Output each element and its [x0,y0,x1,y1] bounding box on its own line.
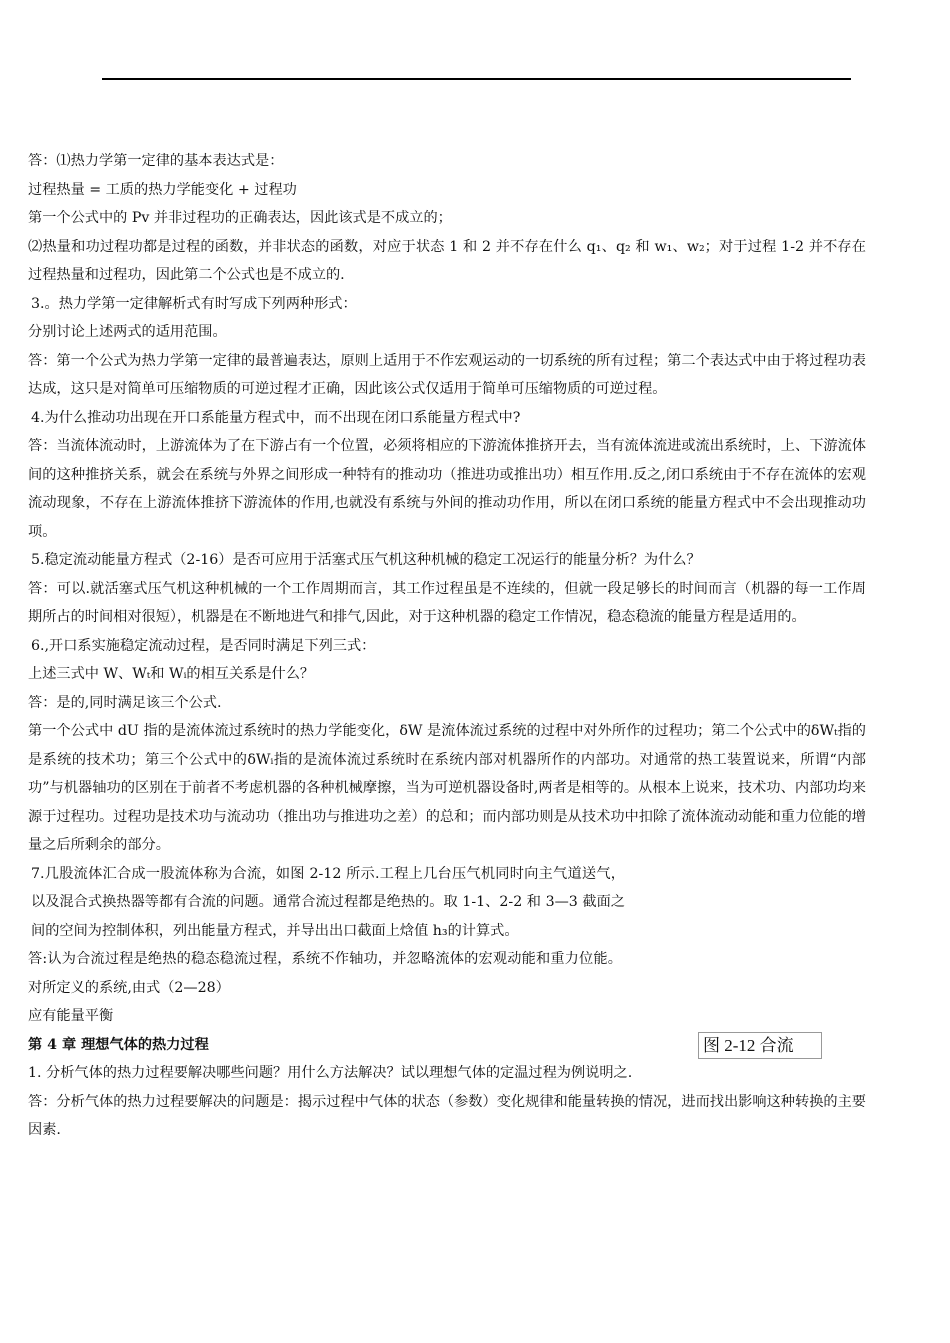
figure-caption: 图 2-12 合流 [698,1032,822,1059]
chapter-answer-1: 答：分析气体的热力过程要解决的问题是：揭示过程中气体的状态（参数）变化规律和能量转换的情况，进而找出影响这种转换的主要因素. [28,1093,866,1138]
chapter-heading: 第 4 章 理想气体的热力过程 [28,1036,209,1053]
answer-5: 答：可以.就活塞式压气机这种机械的一个工作周期而言，其工作过程虽是不连续的，但就一段足够长的时间而言（机器的每一工作周期所占的时间相对很短），机器是在不断地进气和排气,因此，对于这种机器的稳定工作情况，稳态稳流的能量方程是适用的。 [28,580,866,625]
answer-3: 答：第一个公式为热力学第一定律的最普遍表达，原则上适用于不作宏观运动的一切系统的所有过程；第二个表达式中由于将过程功表达成，这只是对简单可压缩物质的可逆过程才正确，因此该公式仅适用于简单可压缩物质的可逆过程。 [28,352,866,397]
paragraph: 分别讨论上述两式的适用范围。 [28,324,227,340]
chapter-question-1: 1. 分析气体的热力过程要解决哪些问题？用什么方法解决？试以理想气体的定温过程为例说明之. [28,1065,633,1081]
paragraph: ⑵热量和功过程功都是过程的函数，并非状态的函数，对应于状态 1 和 2 并不存在什么 q₁、q₂ 和 w₁、w₂；对于过程 1-2 并不存在过程热量和过程功，因此第二个公式也是不成立的. [28,238,866,283]
answer-6: 答：是的,同时满足该三个公式. [28,694,222,711]
paragraph: 过程热量 = 工质的热力学能变化 + 过程功 [28,181,297,198]
paragraph: 答：⑴热力学第一定律的基本表达式是： [28,153,284,169]
answer-7: 答:认为合流过程是绝热的稳态稳流过程，系统不作轴功，并忽略流体的宏观动能和重力位能。对所定义的系统,由式（2—28） [28,951,622,996]
question-7: 7.几股流体汇合成一股流体称为合流，如图 2-12 所示.工程上几台压气机同时向主气道送气，以及混合式换热器等都有合流的问题。通常合流过程都是绝热的。取 1-1、2-2 和 3—3 截面之间的空间为控制体积，列出能量方程式，并导出出口截面上焓值 h₃的计算式。 [31,865,625,939]
question-3: 3.。热力学第一定律解析式有时写成下列两种形式： [31,295,357,312]
paragraph: 第一个公式中的 Pv 并非过程功的正确表达，因此该式是不成立的； [28,210,452,226]
question-5: 5.稳定流动能量方程式（2-16）是否可应用于活塞式压气机这种机械的稳定工况运行的能量分析？为什么？ [31,552,701,568]
document-body [28,147,866,1145]
header-rule [102,78,851,80]
question-4: 4.为什么推动功出现在开口系能量方程式中，而不出现在闭口系能量方程式中? [31,409,521,426]
paragraph: 第一个公式中 dU 指的是流体流过系统时的热力学能变化，δW 是流体流过系统的过程中对外所作的过程功；第二个公式中的δWₜ指的是系统的技术功；第三个公式中的δWᵢ指的是流体流过系统时在系统内部对机器所作的内部功。对通常的热工装置说来，所谓“内部功”与机器轴功的区别在于前者不考虑机器的各种机械摩擦，当为可逆机器设备时,两者是相等的。从根本上说来，技术功、内部功均来源于过程功。过程功是技术功与流动功（推出功与推进功之差）的总和；而内部功则是从技术功中扣除了流体流动动能和重力位能的增量之后所剩余的部分。 [28,723,866,853]
answer-4: 答：当流体流动时，上游流体为了在下游占有一个位置，必须将相应的下游流体推挤开去，当有流体流进或流出系统时，上、下游流体间的这种推挤关系，就会在系统与外界之间形成一种特有的推动功（推进功或推出功）相互作用.反之,闭口系统由于不存在流体的宏观流动现象，不存在上游流体推挤下游流体的作用,也就没有系统与外间的推动功作用，所以在闭口系统的能量方程式中不会出现推动功项。 [28,438,866,540]
question-6: 6.,开口系实施稳定流动过程，是否同时满足下列三式： [31,637,376,654]
paragraph: 应有能量平衡 [28,1008,114,1024]
paragraph: 上述三式中 W、Wₜ和 Wᵢ的相互关系是什么？ [28,666,315,682]
